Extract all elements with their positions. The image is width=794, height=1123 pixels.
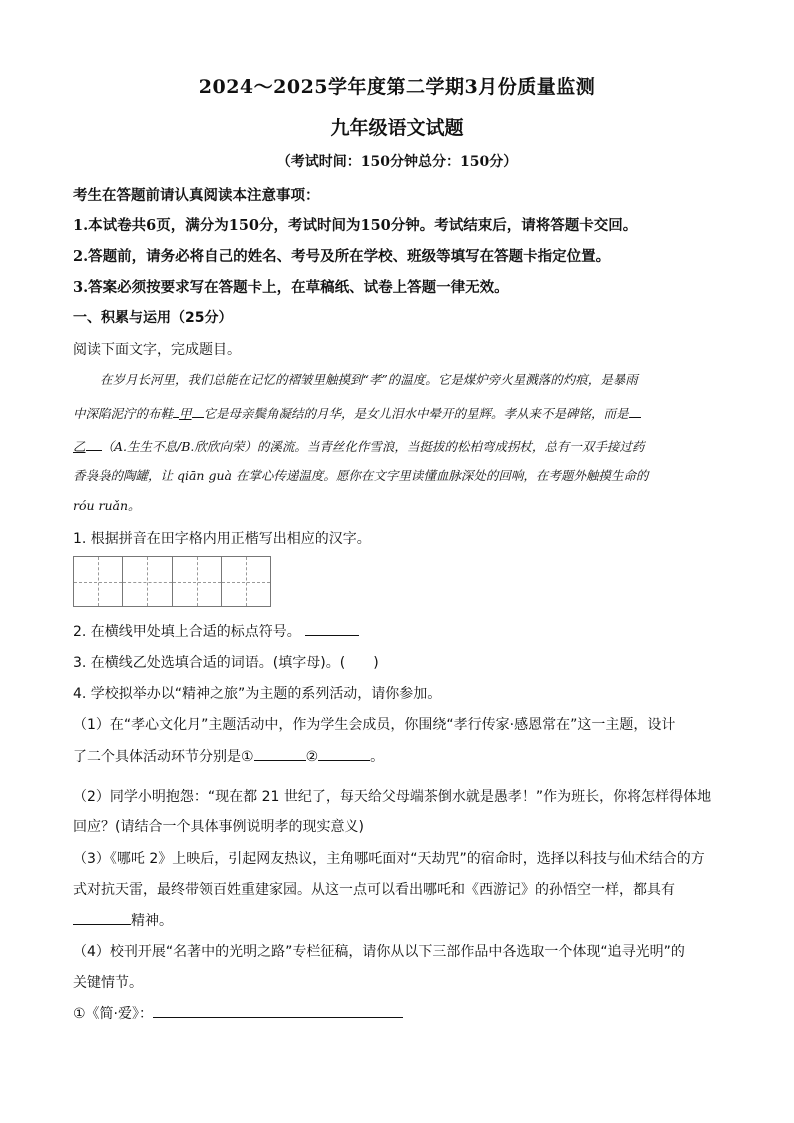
passage-line-3b: （A.生生不息/B.欣欣向荣）的溪流。当青丝化作雪浪，当挺拔的松柏弯成拐杖，总有一双手接过药 — [101, 439, 645, 454]
answer-blank[interactable] — [153, 1003, 403, 1018]
tianzige-cell[interactable] — [173, 557, 222, 606]
question-4-4-item-1: ①《简·爱》： — [73, 1003, 403, 1023]
section-heading: 一、积累与运用（25分） — [73, 310, 233, 326]
tianzige-cell[interactable] — [222, 557, 270, 606]
question-4-4-line-2: 关键情节。 — [73, 975, 143, 991]
passage-line-2b: 它是母亲鬓角凝结的月华，是女儿泪水中晕开的星辉。孝从来不是碑铭，而是 — [203, 406, 629, 421]
tianzige-grid[interactable] — [73, 556, 271, 607]
passage-line-5: róu ruǎn。 — [73, 498, 141, 513]
question-2: 2. 在横线甲处填上合适的标点符号。 — [73, 621, 359, 641]
answer-blank[interactable] — [73, 910, 131, 925]
passage-line-2 — [73, 403, 641, 422]
question-4-1-line-1: （1）在“孝心文化月”主题活动中，作为学生会成员，你围绕“孝行传家·感恩常在”这一主题，设计 — [73, 717, 676, 733]
tianzige-cell[interactable] — [74, 557, 123, 606]
question-4-3-line-3: 精神。 — [73, 910, 173, 930]
blank-yi: 乙 — [73, 439, 86, 454]
question-4-1-line-2: 了二个具体活动环节分别是① ② 。 — [73, 746, 384, 766]
answer-blank[interactable] — [305, 621, 359, 636]
exam-subtitle: 九年级语文试题 — [330, 117, 464, 139]
exam-info: （考试时间：150分钟总分：150分） — [276, 154, 518, 170]
question-4: 4. 学校拟举办以“精神之旅”为主题的系列活动，请你参加。 — [73, 686, 442, 702]
question-4-4-line-1: （4）校刊开展“名著中的光明之路”专栏征稿，请你从以下三部作品中各选取一个体现“追寻光明”的 — [73, 944, 685, 960]
question-1: 1. 根据拼音在田字格内用正楷写出相应的汉字。 — [73, 531, 371, 547]
answer-blank[interactable] — [254, 746, 306, 761]
blank-jia: 甲 — [179, 406, 192, 421]
reading-instruction: 阅读下面文字，完成题目。 — [73, 342, 241, 358]
notice-heading: 考生在答题前请认真阅读本注意事项： — [73, 187, 320, 204]
notice-item-2: 2.答题前，请务必将自己的姓名、考号及所在学校、班级等填写在答题卡指定位置。 — [73, 248, 611, 265]
notice-item-1: 1.本试卷共6页，满分为150分，考试时间为150分钟。考试结束后，请将答题卡交回。 — [73, 217, 638, 234]
answer-blank[interactable] — [318, 746, 370, 761]
question-3: 3. 在横线乙处选填合适的词语。(填字母)。( ) — [73, 655, 379, 671]
passage-line-1: 在岁月长河里，我们总能在记忆的褶皱里触摸到“孝”的温度。它是煤炉旁火星溅落的灼痕，是暴雨 — [100, 372, 638, 387]
notice-item-3: 3.答案必须按要求写在答题卡上，在草稿纸、试卷上答题一律无效。 — [73, 279, 509, 296]
passage-line-4: 香袅袅的陶罐，让 qiān guà 在掌心传递温度。愿你在文字里读懂血脉深处的回响，在考题外触摸生命的 — [73, 468, 649, 483]
question-4-2-line-2: 回应？(请结合一个具体事例说明孝的现实意义) — [73, 819, 364, 835]
question-4-2-line-1: （2）同学小明抱怨：“现在都 21 世纪了，每天给父母端茶倒水就是愚孝！”作为班长，你将怎样得体地 — [73, 789, 712, 805]
exam-title: 2024～2025学年度第二学期3月份质量监测 — [198, 76, 596, 98]
question-4-3-line-1: （3）《哪吒 2》上映后，引起网友热议，主角哪吒面对“天劫咒”的宿命时，选择以科技与仙术结合的方 — [73, 851, 705, 867]
tianzige-cell[interactable] — [123, 557, 172, 606]
passage-line-2a: 中深陷泥泞的布鞋 — [73, 406, 174, 421]
passage-line-3 — [73, 436, 644, 455]
question-4-3-line-2: 式对抗天雷，最终带领百姓重建家园。从这一点可以看出哪吒和《西游记》的孙悟空一样，都具有 — [73, 882, 675, 898]
